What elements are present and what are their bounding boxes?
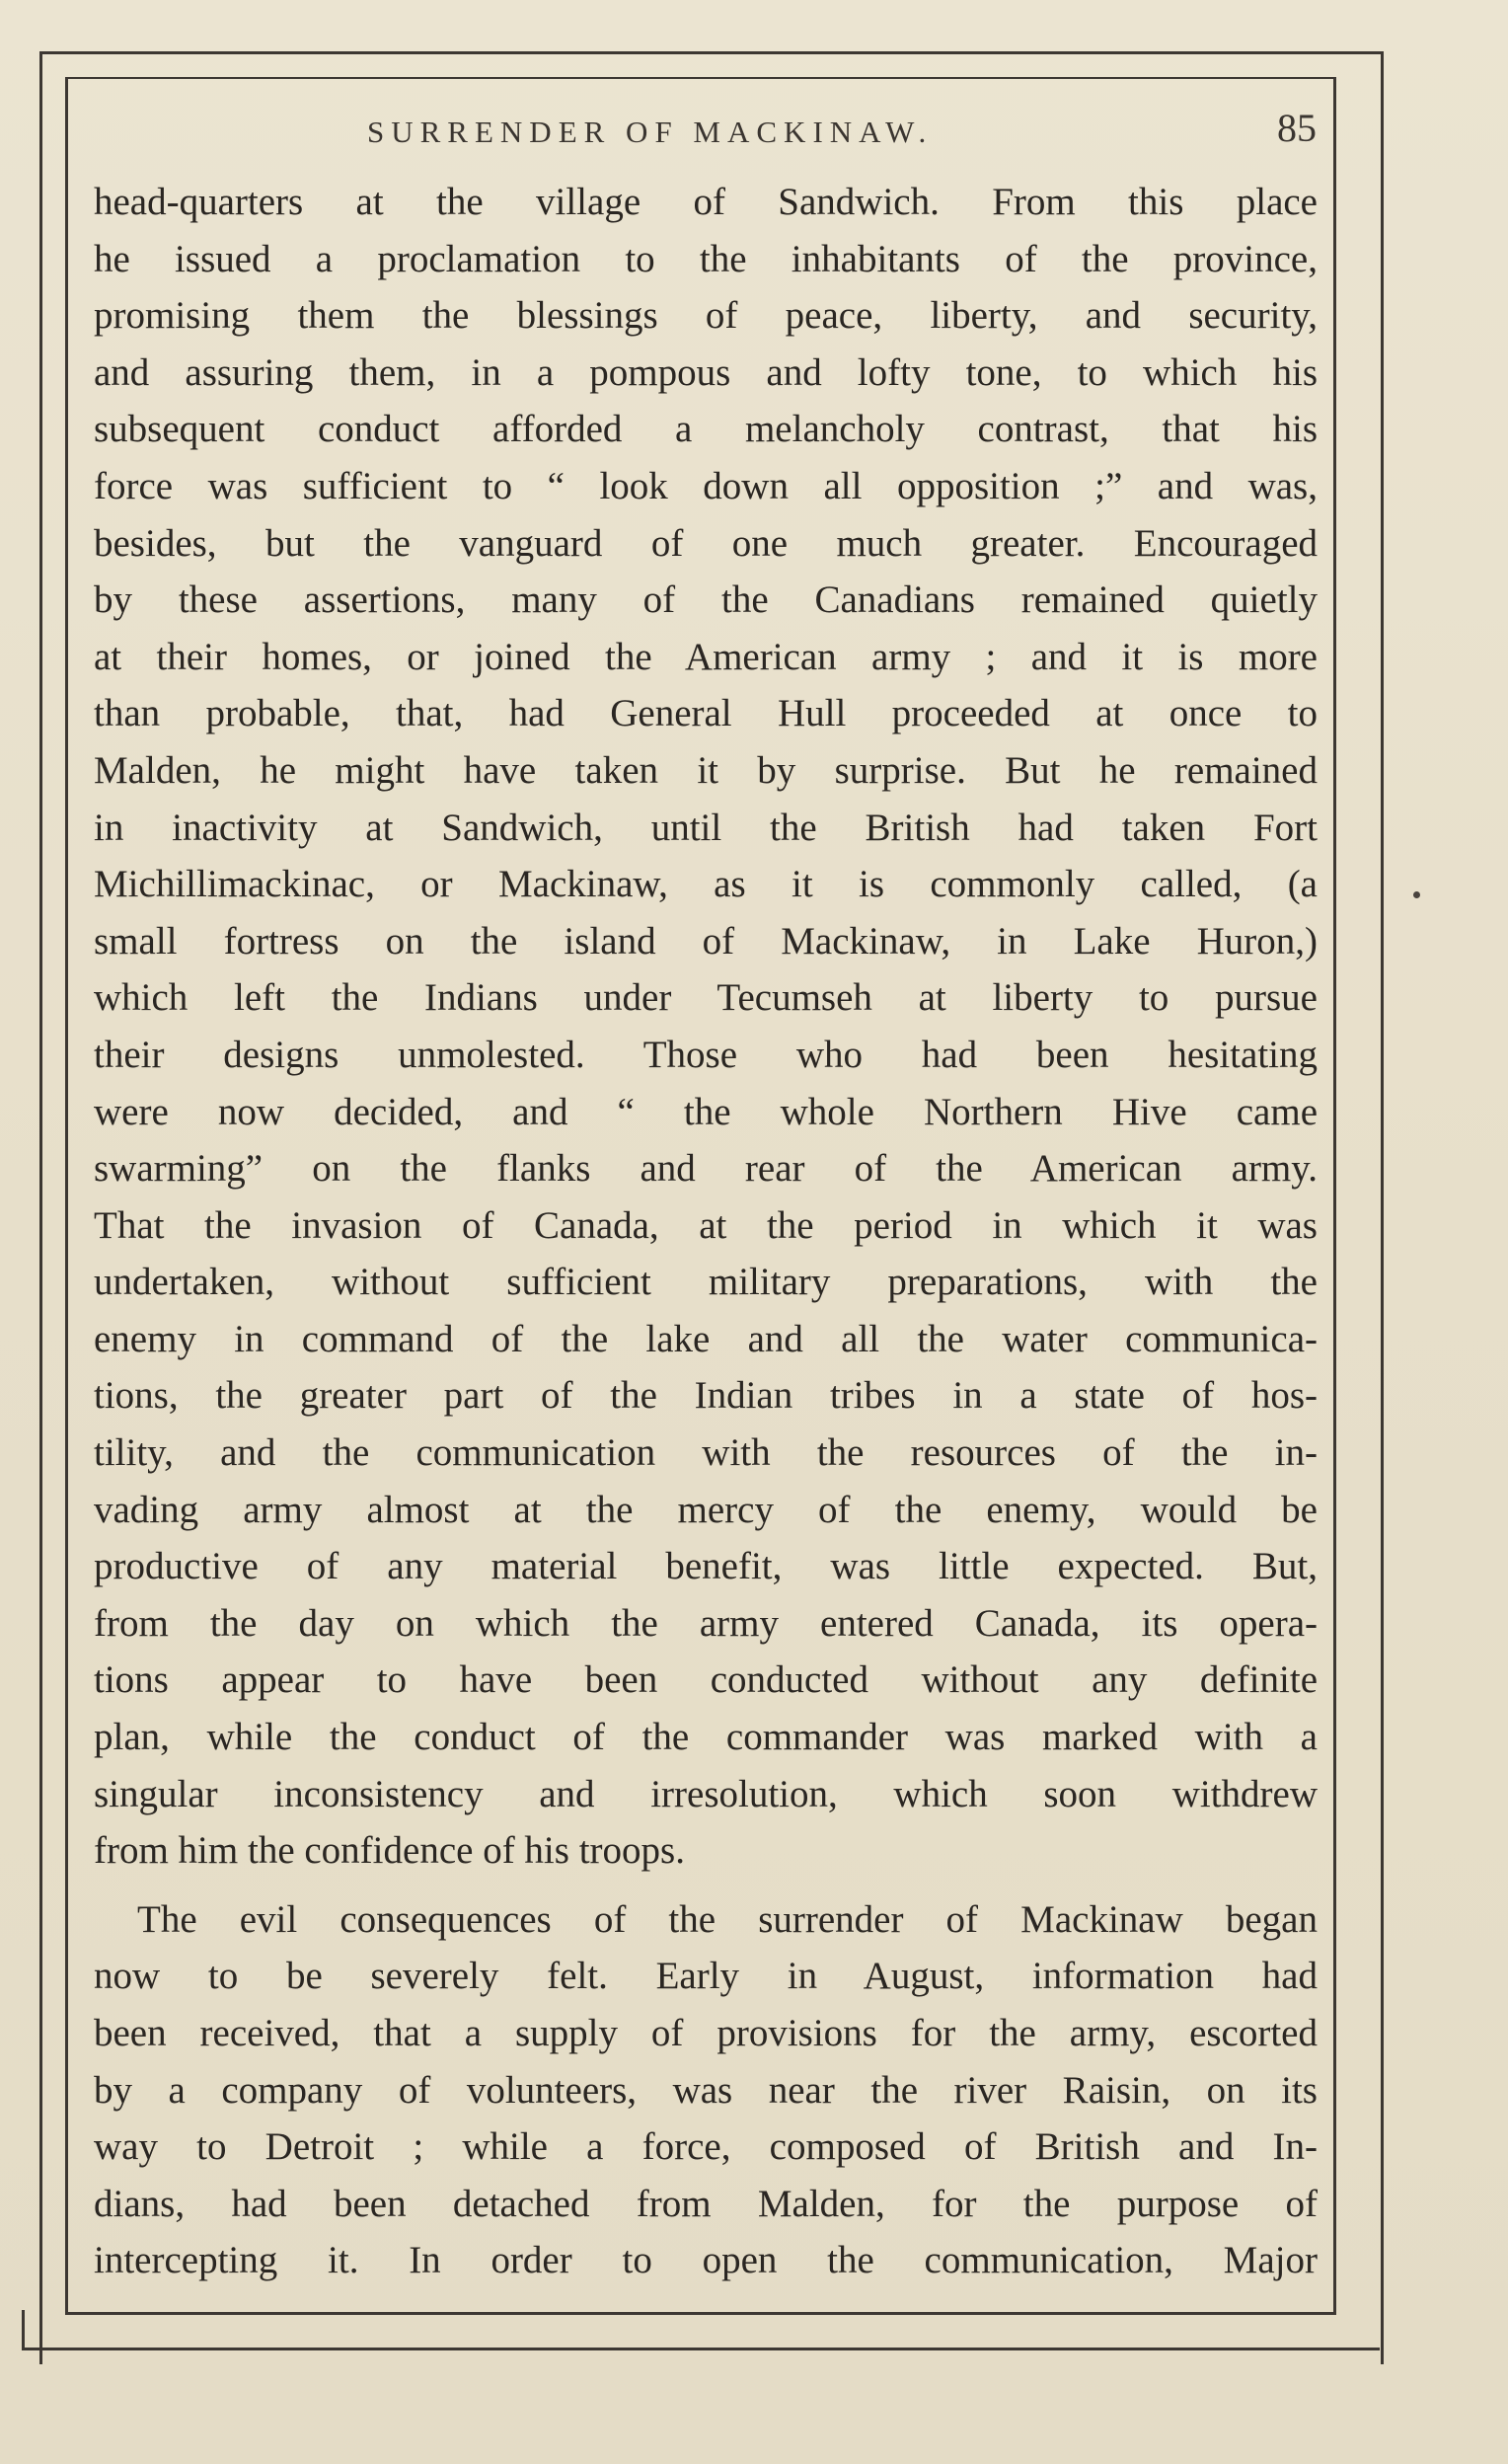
text-line: by these assertions, many of the Canadians remained quietly	[94, 578, 1318, 622]
text-line: undertaken, without sufficient military preparations, with the	[94, 1261, 1318, 1304]
text-line: Michillimackinac, or Mackinaw, as it is commonly called, (a	[94, 863, 1318, 906]
text-line: Malden, he might have taken it by surprise. But he remained	[94, 748, 1318, 792]
text-line: swarming” on the flanks and rear of the American army.	[94, 1147, 1318, 1191]
page-number: 85	[1277, 106, 1317, 150]
text-line: their designs unmolested. Those who had been hesitating	[94, 1033, 1318, 1076]
text-line: That the invasion of Canada, at the period in which it was	[94, 1203, 1318, 1247]
text-line: tility, and the communication with the resources of the in-	[94, 1431, 1318, 1475]
text-line: enemy in command of the lake and all the water communica-	[94, 1317, 1318, 1360]
body-text	[94, 174, 1318, 2289]
text-line: were now decided, and “ the whole Northern Hive came	[94, 1090, 1318, 1133]
margin-mark	[1413, 891, 1420, 898]
text-line: he issued a proclamation to the inhabitants of the province,	[94, 237, 1318, 280]
text-line: dians, had been detached from Malden, for the purpose of	[94, 2182, 1318, 2225]
text-line: which left the Indians under Tecumseh at liberty to pursue	[94, 976, 1318, 1020]
text-line: vading army almost at the mercy of the enemy, would be	[94, 1488, 1318, 1531]
text-line: in inactivity at Sandwich, until the British had taken Fort	[94, 806, 1318, 849]
text-line: The evil consequences of the surrender of Mackinaw began	[137, 1897, 1318, 1941]
text-line: from the day on which the army entered Canada, its opera-	[94, 1601, 1318, 1645]
text-line: from him the confidence of his troops.	[94, 1829, 685, 1873]
outer-frame-bottom-rule	[22, 2348, 1380, 2350]
text-line: productive of any material benefit, was little expected. But,	[94, 1545, 1318, 1588]
text-line: small fortress on the island of Mackinaw, in Lake Huron,)	[94, 919, 1318, 962]
frame-corner-line	[22, 2310, 25, 2349]
text-line: head-quarters at the village of Sandwich. From this place	[94, 181, 1318, 223]
text-line: by a company of volunteers, was near the river Raisin, on its	[94, 2068, 1318, 2112]
paragraph	[94, 174, 1318, 1880]
text-line: force was sufficient to “ look down all opposition ;” and was,	[94, 464, 1318, 507]
text-line: subsequent conduct afforded a melancholy contrast, that his	[94, 408, 1318, 451]
text-line: way to Detroit ; while a force, composed of British and In-	[94, 2125, 1318, 2169]
text-line: plan, while the conduct of the commander was marked with a	[94, 1716, 1318, 1759]
paragraph-gap	[94, 1880, 1318, 1891]
text-line: besides, but the vanguard of one much greater. Encouraged	[94, 521, 1318, 565]
text-line: now to be severely felt. Early in August, information had	[94, 1955, 1318, 1998]
text-line: promising them the blessings of peace, liberty, and security,	[94, 294, 1318, 338]
text-line: and assuring them, in a pompous and lofty tone, to which his	[94, 350, 1318, 394]
running-head: SURRENDER OF MACKINAW.	[367, 115, 934, 149]
text-line: singular inconsistency and irresolution, which soon withdrew	[94, 1772, 1318, 1815]
text-line: intercepting it. In order to open the communication, Major	[94, 2239, 1318, 2282]
paragraph	[94, 1891, 1318, 2289]
text-line: been received, that a supply of provisions for the army, escorted	[94, 2012, 1318, 2054]
page-header	[99, 105, 1317, 164]
text-line: tions appear to have been conducted without any definite	[94, 1658, 1318, 1702]
text-line: than probable, that, had General Hull proceeded at once to	[94, 692, 1318, 735]
text-line: at their homes, or joined the American army ; and it is more	[94, 635, 1318, 678]
text-line: tions, the greater part of the Indian tribes in a state of hos-	[94, 1374, 1318, 1418]
